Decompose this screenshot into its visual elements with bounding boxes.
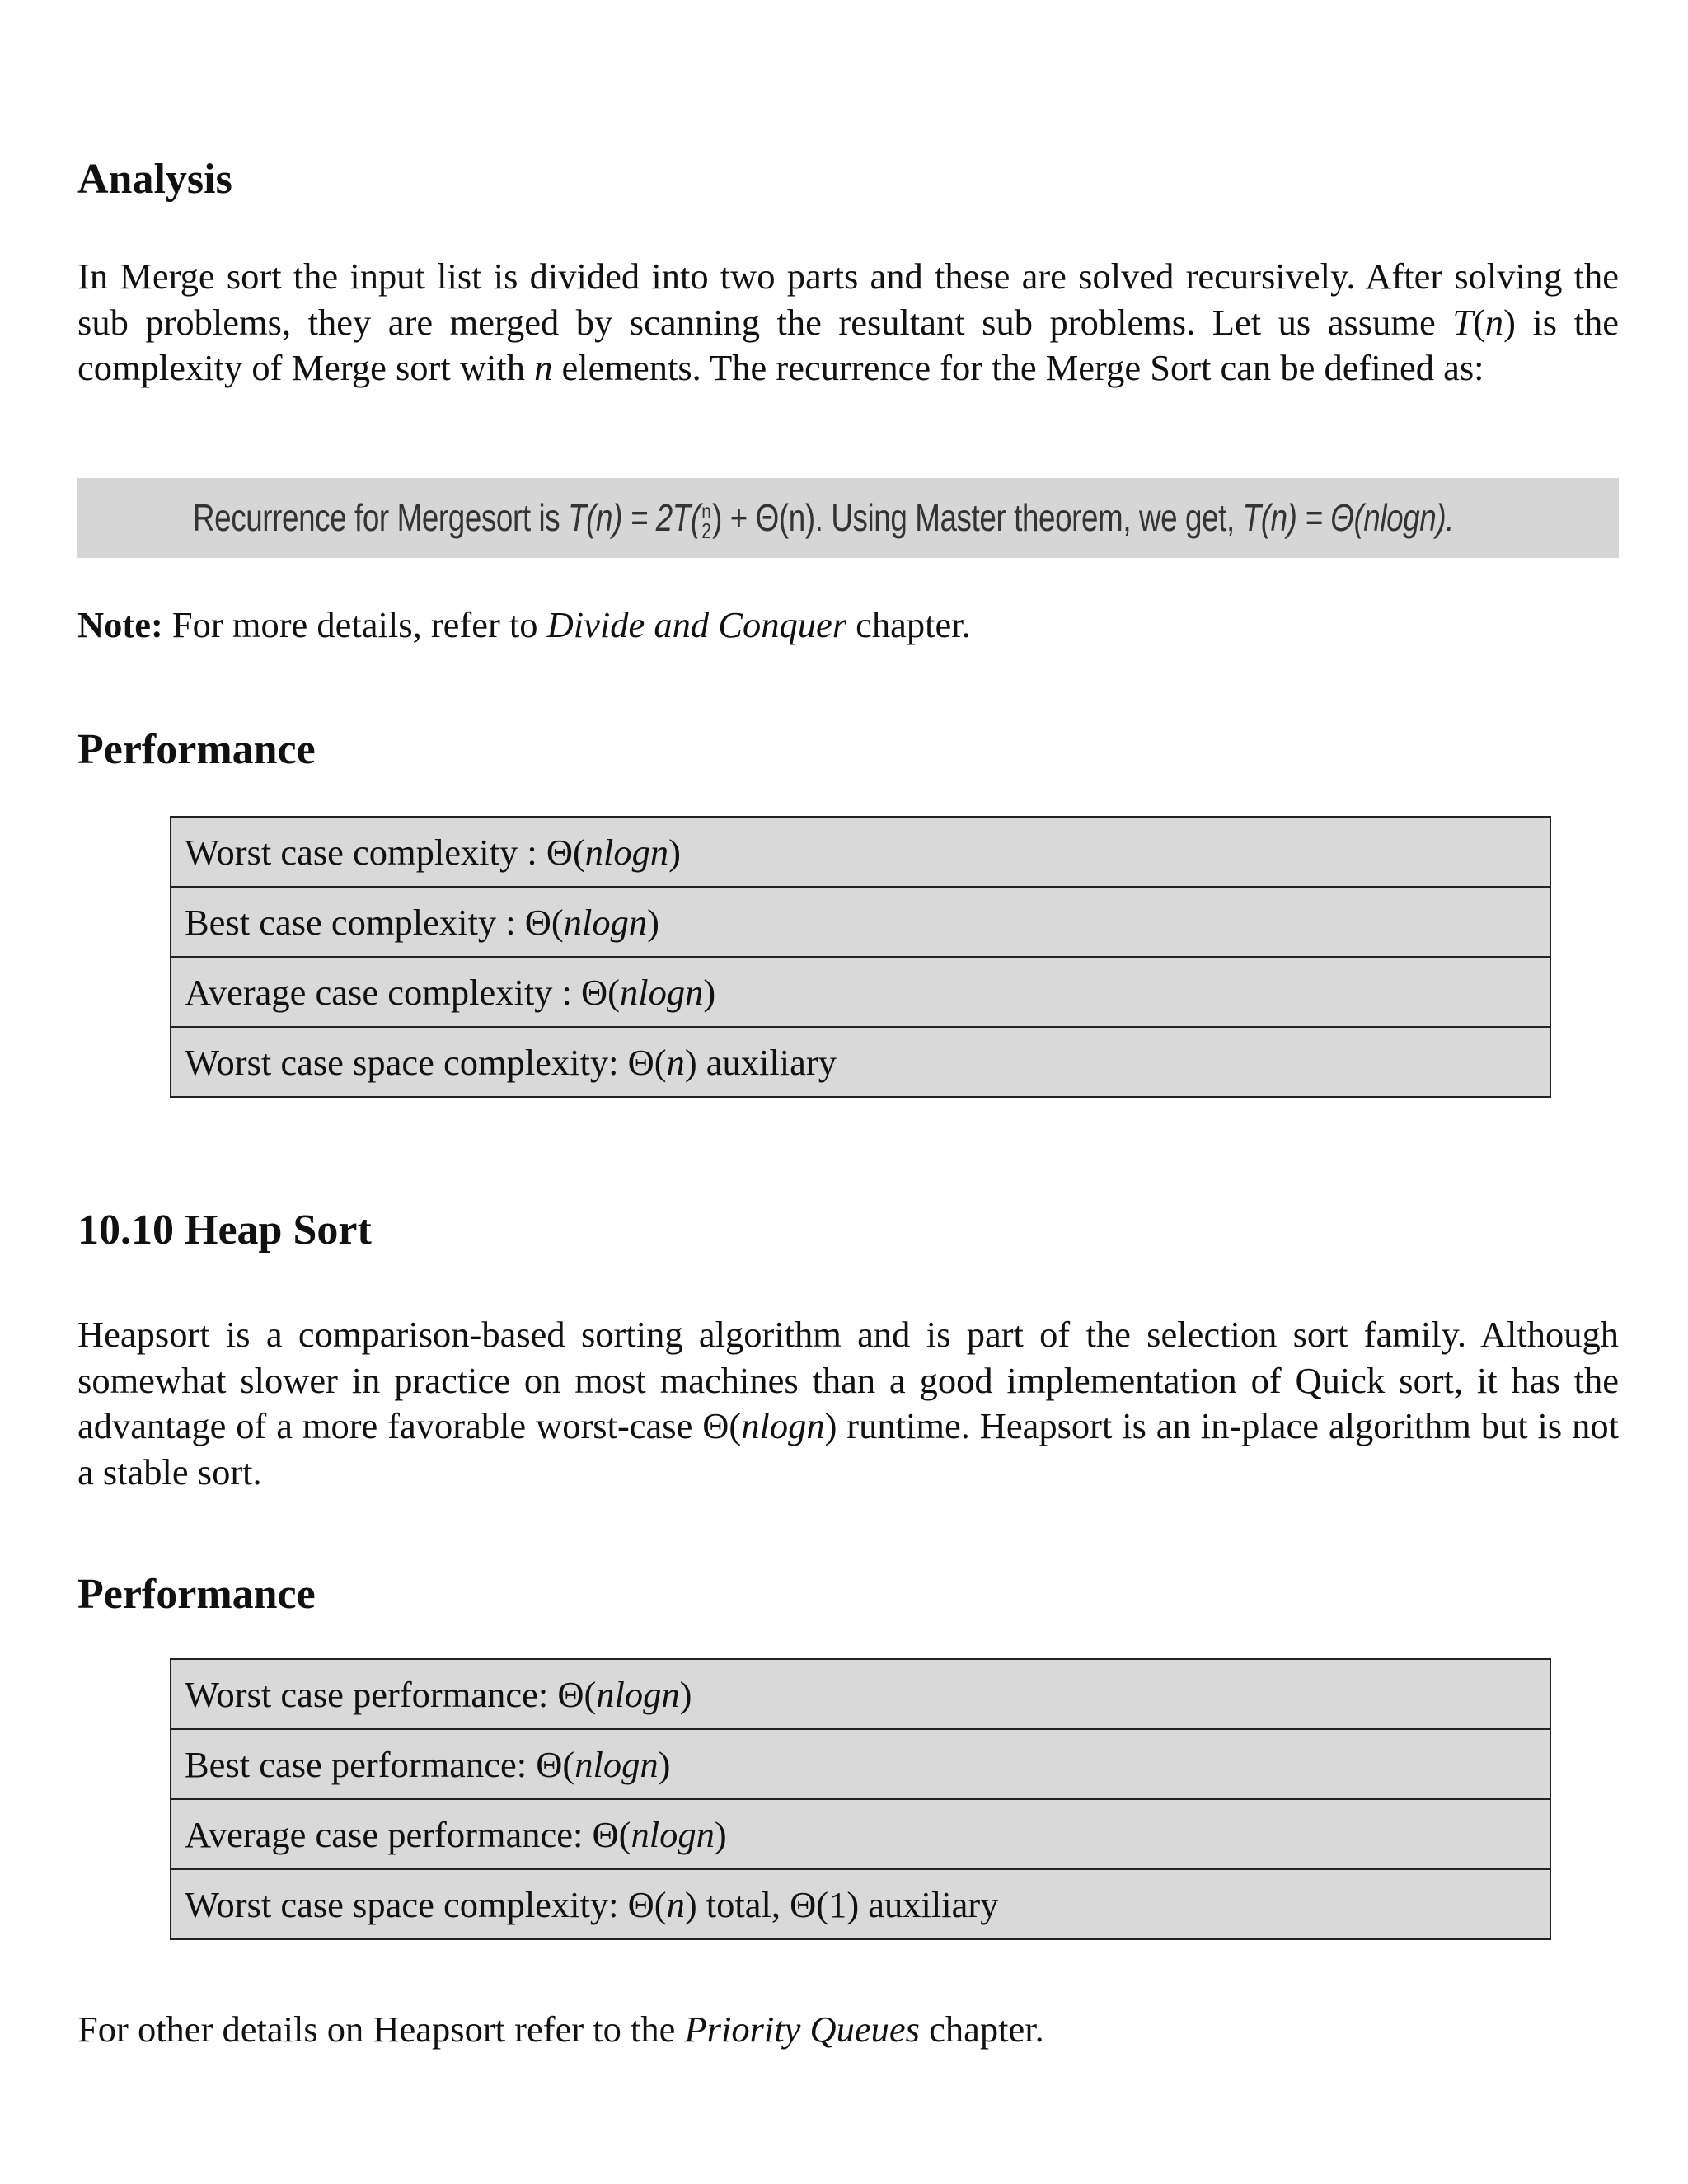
table-row	[171, 887, 1550, 957]
merge-perf-cell: Worst case complexity : Θ(nlogn)	[171, 817, 1550, 887]
analysis-text-2: is the complexity of Merge sort with	[77, 301, 1620, 388]
formula-result: T(n) = Θ(nlogn).	[1242, 496, 1455, 539]
note-label: Note:	[77, 604, 163, 645]
formula-lead: Recurrence for Mergesort is	[193, 496, 569, 539]
heapsort-text-2: ) runtime. Heapsort is an in-place algorithm but is not a stable sort.	[77, 1405, 1619, 1493]
analysis-var-n: n	[1484, 301, 1504, 343]
heapsort-footer-line	[77, 2004, 1044, 2054]
table-row	[171, 1799, 1550, 1869]
heap-performance-table	[170, 1658, 1551, 1940]
formula-lhs: T(n) = 2T(	[568, 496, 701, 539]
fraction-denominator: 2	[701, 518, 711, 543]
table-row	[171, 1729, 1550, 1799]
analysis-paragraph: In Merge sort the input list is divided into two parts and these are solved recursively. After solving the sub problems, they are merged by scanning the resultant sub problems. Let us assume T(n) is the complexity of Merge sort with n elements. The recurrence for the Merge Sort can be defined as:	[77, 255, 1620, 388]
table-row	[171, 1659, 1550, 1729]
analysis-text-3: elements. The recurrence for the Merge Sort can be defined as:	[552, 347, 1484, 388]
analysis-var-T: T	[1452, 301, 1473, 343]
heap-perf-cell: Best case performance: Θ(nlogn)	[171, 1729, 1550, 1799]
merge-perf-cell: Average case complexity : Θ(nlogn)	[171, 957, 1550, 1027]
heap-perf-cell: Worst case space complexity: Θ(n) total, Θ(1) auxiliary	[171, 1869, 1550, 1939]
heap-perf-cell: Average case performance: Θ(nlogn)	[171, 1799, 1550, 1869]
note-line	[77, 600, 971, 649]
note-text: For more details, refer to	[162, 604, 547, 645]
table-row	[171, 817, 1550, 887]
formula-rhs: ) + Θ(n). Using Master theorem, we get,	[712, 496, 1243, 539]
note-chapter-ref: Divide and Conquer	[546, 604, 847, 645]
heapsort-text-1: Heapsort is a comparison-based sorting algorithm and is part of the selection sort family. Although somewhat slower in practice on most machines than a good implementation of Quick sort, it has the advantage of a more favorable worst-case Θ(	[77, 1314, 1619, 1446]
merge-performance-heading: Performance	[77, 726, 316, 773]
merge-perf-cell: Worst case space complexity: Θ(n) auxiliary	[171, 1027, 1550, 1097]
footer-chapter-ref: Priority Queues	[684, 2008, 920, 2050]
heapsort-paragraph	[77, 1312, 1619, 1495]
fraction-numerator: n	[701, 498, 711, 523]
footer-text-end: chapter.	[920, 2008, 1044, 2050]
footer-text: For other details on Heapsort refer to the	[77, 2008, 685, 2050]
table-row	[171, 957, 1550, 1027]
heapsort-math: nlogn	[741, 1405, 825, 1446]
recurrence-formula	[193, 488, 1454, 547]
note-text-end: chapter.	[846, 604, 971, 645]
heapsort-heading: 10.10 Heap Sort	[77, 1207, 372, 1254]
formula-fraction	[701, 498, 711, 543]
merge-perf-cell: Best case complexity : Θ(nlogn)	[171, 887, 1550, 957]
merge-performance-table	[170, 816, 1551, 1098]
recurrence-formula-box	[77, 478, 1619, 558]
analysis-text-1: In Merge sort the input list is divided into two parts and these are solved recursively. After solving the sub problems, they are merged by scanning the resultant sub problems. Let us assume	[77, 255, 1619, 343]
heap-performance-heading: Performance	[77, 1571, 316, 1618]
analysis-var-n-2: n	[534, 347, 553, 388]
table-row	[171, 1027, 1550, 1097]
heap-perf-cell: Worst case performance: Θ(nlogn)	[171, 1659, 1550, 1729]
table-row	[171, 1869, 1550, 1939]
analysis-heading: Analysis	[77, 156, 232, 203]
